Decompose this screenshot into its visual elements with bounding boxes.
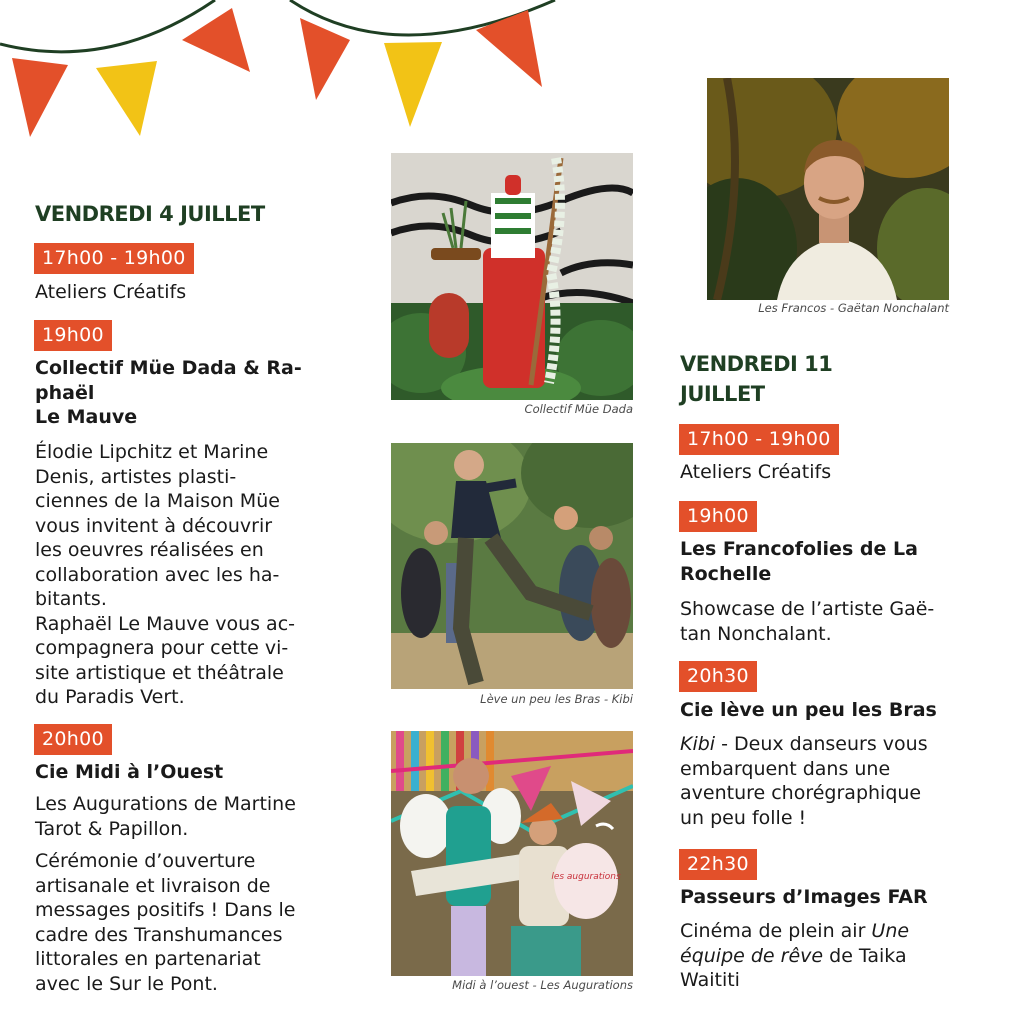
event-description: Cérémonie d’ouverture artisanale et livraison de messages positifs ! Dans le cadre des Transhumances littorales en partenariat avec le Sur le Pont.: [35, 850, 296, 995]
event-description: Kibi - Deux danseurs vous embarquent dans une aventure chorégraphique un peu folle !: [680, 733, 928, 829]
balloon-text: les augurations: [551, 872, 621, 882]
event-description: Les Augurations de Martine Tarot & Papillon.: [35, 793, 296, 840]
time-badge: 20h00: [34, 724, 112, 755]
event-title: Collectif Müe Dada & Ra- phaël Le Mauve: [35, 357, 302, 428]
event-title: Cie lève un peu les Bras: [680, 699, 937, 721]
event-description: Cinéma de plein air Une équipe de rêve de Taika Waititi: [680, 920, 910, 991]
photo-caption: Lève un peu les Bras - Kibi: [480, 692, 633, 706]
event-title: Les Francofolies de La Rochelle: [680, 538, 918, 585]
photo-caption: Collectif Müe Dada: [524, 402, 633, 416]
time-badge: 19h00: [679, 501, 757, 532]
event-description: Élodie Lipchitz et Marine Denis, artistes plasti- ciennes de la Maison Müe vous invitent à découvrir les oeuvres réalisées en collaboration avec les ha- bitants. Raphaël Le Mauve vous ac- compagnera pour cette vi- site artistique et théâtrale du Paradis Vert.: [35, 441, 296, 708]
time-badge: 17h00 - 19h00: [34, 243, 194, 274]
time-badge: 17h00 - 19h00: [679, 424, 839, 455]
photo-midi-a-l-ouest: [391, 731, 633, 976]
time-badge: 19h00: [34, 320, 112, 351]
event-title: Cie Midi à l’Ouest: [35, 761, 224, 783]
photo-leve-un-peu-les-bras: [391, 443, 633, 689]
photo-caption: Les Francos - Gaëtan Nonchalant: [758, 301, 949, 315]
day-heading-july-11: VENDREDI 11 JUILLET: [680, 352, 833, 406]
time-badge: 20h30: [679, 661, 757, 692]
photo-collectif-mue-dada: [391, 153, 633, 400]
time-badge: 22h30: [679, 849, 757, 880]
photo-caption: Midi à l’ouest - Les Augurations: [452, 978, 633, 992]
day-heading-july-4: VENDREDI 4 JUILLET: [35, 202, 265, 226]
bunting-decoration: [0, 0, 560, 150]
event-title: Ateliers Créatifs: [680, 461, 832, 483]
event-description: Showcase de l’artiste Gaë- tan Nonchalant.: [680, 598, 935, 645]
event-title: Ateliers Créatifs: [35, 281, 187, 303]
photo-gaetan-nonchalant: [707, 78, 949, 300]
event-title: Passeurs d’Images FAR: [680, 886, 928, 908]
